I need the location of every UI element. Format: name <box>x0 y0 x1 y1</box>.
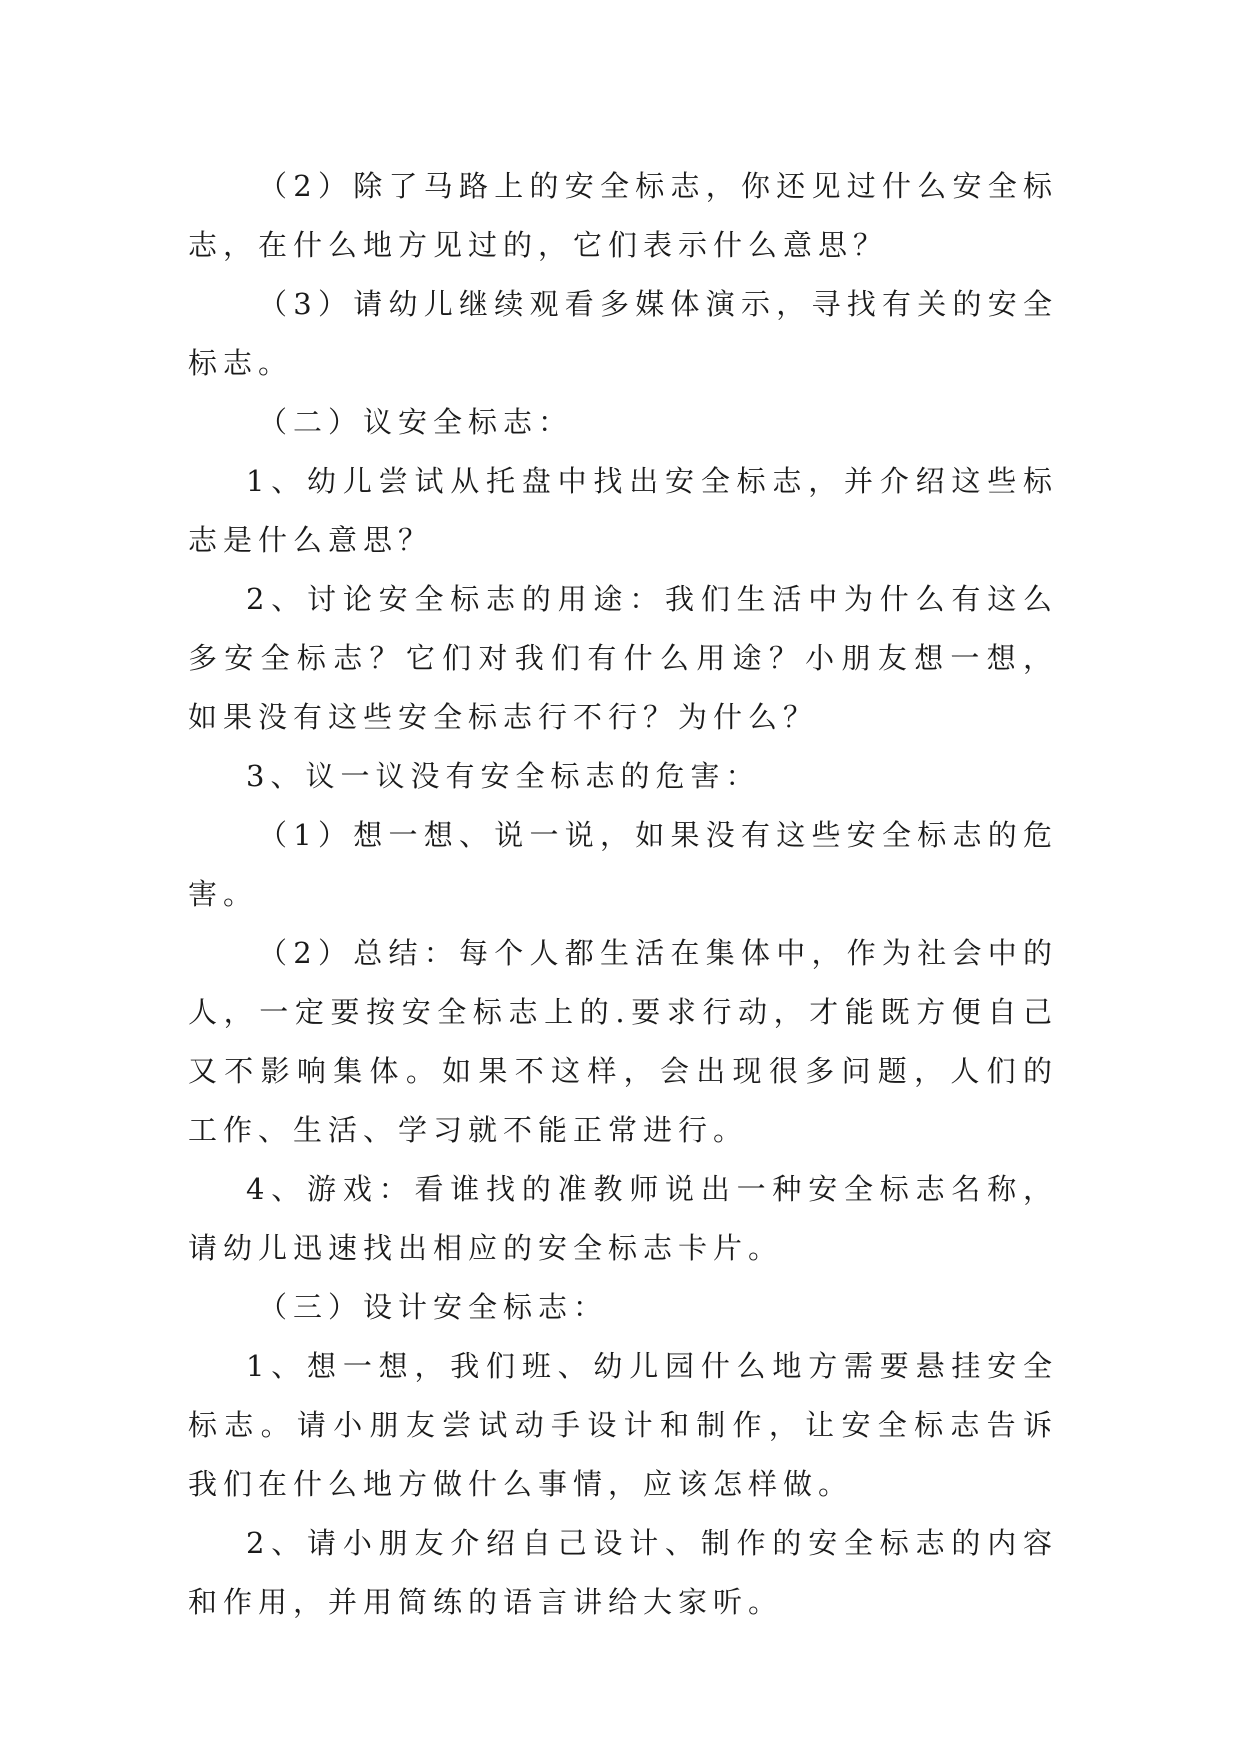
paragraph-step-3: 3、议一议没有安全标志的危害： <box>246 759 761 793</box>
section-heading-discuss: （二）议安全标志： <box>258 405 574 439</box>
paragraph-step-1: 1、幼儿尝试从托盘中找出安全标志，并介绍这些标志是什么意思？ <box>188 464 1058 557</box>
document-body <box>188 157 1058 1632</box>
paragraph-step-2: 2、讨论安全标志的用途：我们生活中为什么有这么多安全标志？它们对我们有什么用途？小朋友想一想，如果没有这些安全标志行不行？为什么？ <box>188 582 1058 734</box>
paragraph-question-2: （2）除了马路上的安全标志，你还见过什么安全标志，在什么地方见过的，它们表示什么意思？ <box>188 169 1058 262</box>
paragraph-substep-1: （1）想一想、说一说，如果没有这些安全标志的危害。 <box>188 818 1058 911</box>
paragraph-step-4: 4、游戏：看谁找的准教师说出一种安全标志名称，请幼儿迅速找出相应的安全标志卡片。 <box>188 1172 1058 1265</box>
section-heading-design: （三）设计安全标志： <box>258 1290 609 1324</box>
paragraph-substep-2: （2）总结：每个人都生活在集体中，作为社会中的人，一定要按安全标志上的.要求行动，才能既方便自己又不影响集体。如果不这样，会出现很多问题，人们的工作、生活、学习就不能正常进行。 <box>188 936 1058 1147</box>
paragraph-design-2: 2、请小朋友介绍自己设计、制作的安全标志的内容和作用，并用简练的语言讲给大家听。 <box>188 1526 1058 1619</box>
paragraph-design-1: 1、想一想，我们班、幼儿园什么地方需要悬挂安全标志。请小朋友尝试动手设计和制作，让安全标志告诉我们在什么地方做什么事情，应该怎样做。 <box>188 1349 1058 1501</box>
paragraph-question-3: （3）请幼儿继续观看多媒体演示，寻找有关的安全标志。 <box>188 287 1058 380</box>
